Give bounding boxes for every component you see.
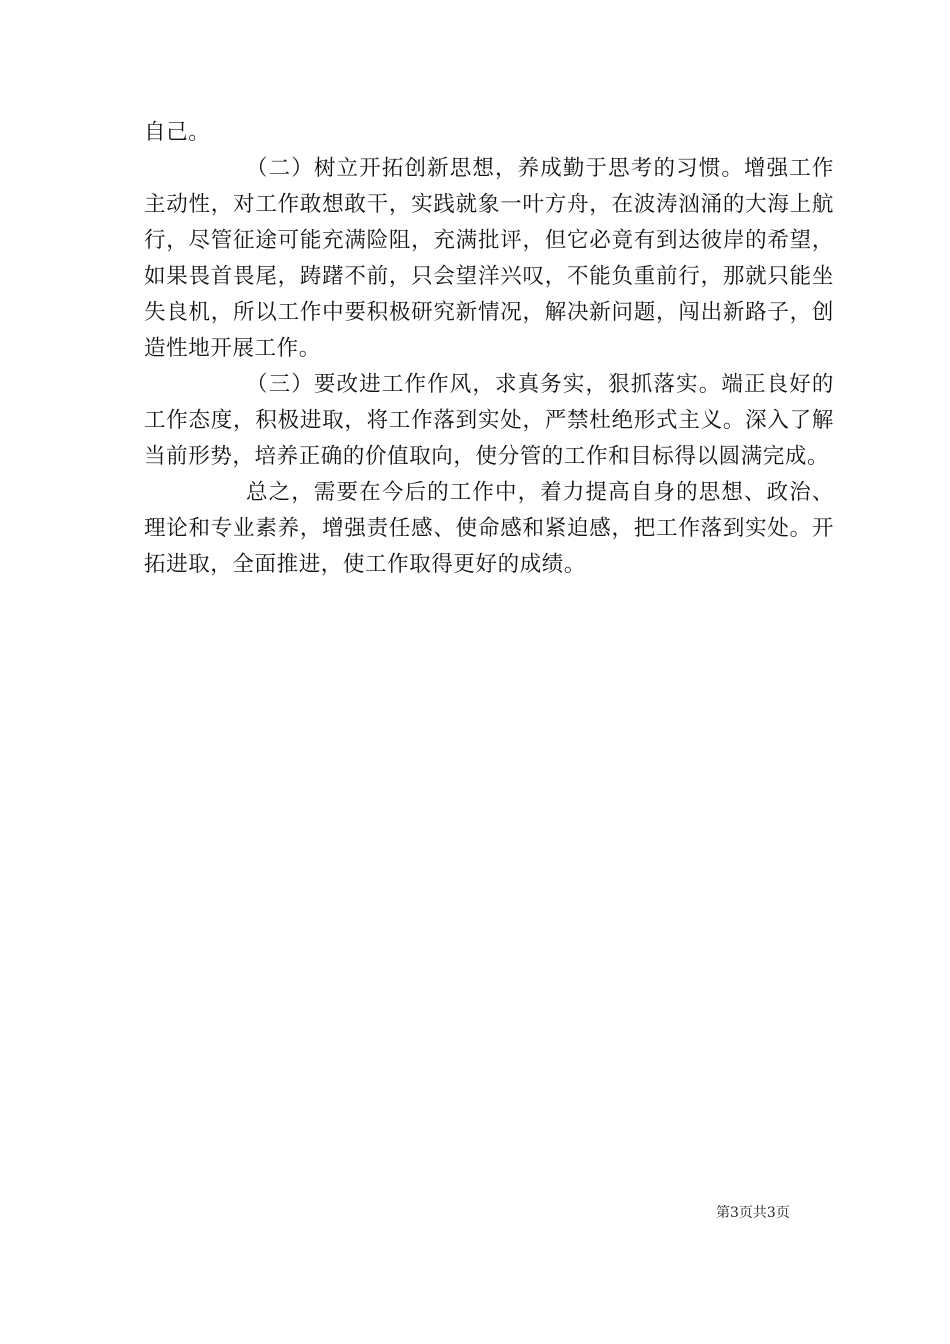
paragraph-conclusion: 总之，需要在今后的工作中，着力提高自身的思想、政治、理论和专业素养，增强责任感、使命感和紧迫感，把工作落到实处。开拓进取，全面推进，使工作取得更好的成绩。 xyxy=(144,480,834,577)
paragraph-section-three: （三）要改进工作作风，求真务实，狠抓落实。端正良好的工作态度，积极进取，将工作落到实处，严禁杜绝形式主义。深入了解当前形势，培养正确的价值取向，使分管的工作和目标得以圆满完成。 xyxy=(144,372,834,469)
paragraph-continuation: 自己。 xyxy=(144,120,211,145)
paragraph-section-two: （二）树立开拓创新思想，养成勤于思考的习惯。增强工作主动性，对工作敢想敢干，实践就象一叶方舟，在波涛汹涌的大海上航行，尽管征途可能充满险阻，充满批评，但它必竟有到达彼岸的希望，如果畏首畏尾，踌躇不前，只会望洋兴叹，不能负重前行，那就只能坐失良机，所以工作中要积极研究新情况，解决新问题，闯出新路子，创造性地开展工作。 xyxy=(144,156,834,361)
page-number-footer: 第3页共3页 xyxy=(716,1205,790,1221)
document-body xyxy=(144,115,834,583)
